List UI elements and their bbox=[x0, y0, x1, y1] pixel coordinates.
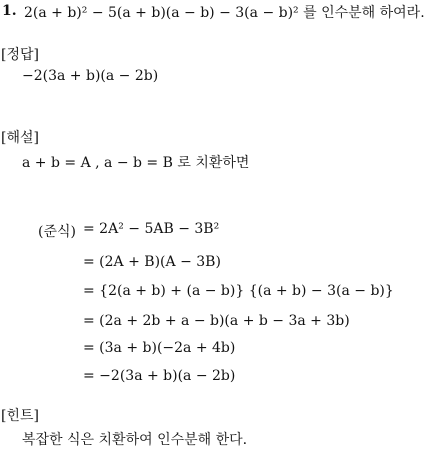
question-text: 2(a + b)² − 5(a + b)(a − b) − 3(a − b)² 를 인수분해 하여라. bbox=[24, 5, 425, 21]
equation-line: = (2A + B)(A − 3B) bbox=[83, 254, 221, 270]
explanation-label: [해설] bbox=[1, 130, 39, 146]
equation-line: = −2(3a + b)(a − 2b) bbox=[83, 368, 236, 384]
equation-line: = {2(a + b) + (a − b)} {(a + b) − 3(a − b)} bbox=[83, 283, 394, 299]
equation-line: = (3a + b)(−2a + 4b) bbox=[83, 340, 236, 356]
answer-value: −2(3a + b)(a − 2b) bbox=[22, 68, 159, 84]
equation-line: = 2A² − 5AB − 3B² bbox=[83, 221, 220, 237]
question-number: 1. bbox=[2, 3, 17, 19]
work-label: (준식) bbox=[38, 224, 76, 240]
equation-line: = (2a + 2b + a − b)(a + b − 3a + 3b) bbox=[83, 313, 350, 329]
hint-label: [힌트] bbox=[1, 408, 39, 424]
answer-label: [정답] bbox=[1, 47, 39, 63]
hint-text: 복잡한 식은 치환하여 인수분해 한다. bbox=[22, 432, 248, 448]
substitution-text: a + b = A , a − b = B 로 치환하면 bbox=[22, 155, 250, 171]
